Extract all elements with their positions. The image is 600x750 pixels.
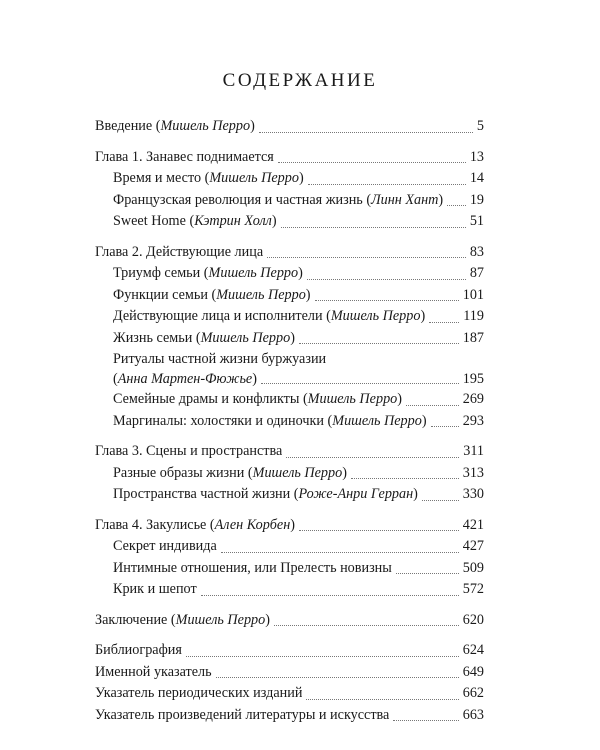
toc-entry-2-4[interactable]: Жизнь семьи (Мишель Перро) 187 [95,328,484,350]
toc-entry-conclusion[interactable]: Заключение (Мишель Перро) 620 [95,610,484,632]
leader-dots [216,677,459,678]
page-number: 13 [469,148,484,165]
toc-entry-3-1[interactable]: Разные образы жизни (Мишель Перро) 313 [95,463,484,485]
page-number: 330 [462,486,484,502]
toc-entry-chapter-2[interactable]: Глава 2. Действующие лица 83 [95,242,484,264]
toc-entry-4-3[interactable]: Крик и шепот 572 [95,579,484,601]
toc-entry-chapter-1[interactable]: Глава 1. Занавес поднимается 13 [95,147,484,169]
toc-entry-intro[interactable]: Введение (Мишель Перро) 5 [95,116,484,138]
page-number: 620 [462,611,484,628]
leader-dots [447,205,466,206]
toc-entry-works-index[interactable]: Указатель произведений литературы и искусства 663 [95,705,484,727]
leader-dots [396,573,459,574]
leader-dots [299,530,459,531]
toc-entry-2-2[interactable]: Функции семьи (Мишель Перро) 101 [95,285,484,307]
page-number: 509 [462,559,484,576]
leader-dots [308,184,466,185]
leader-dots [261,383,459,384]
page-number: 5 [476,118,484,134]
leader-dots [281,227,466,228]
page-number: 83 [469,243,484,260]
leader-dots [299,343,459,344]
page-number: 572 [462,581,484,597]
page-number: 311 [463,443,484,459]
toc-entry-bibliography[interactable]: Библиография 624 [95,640,484,662]
page-number: 101 [462,286,484,303]
page-number: 87 [469,265,484,281]
toc-entry-chapter-4[interactable]: Глава 4. Закулисье (Ален Корбен) 421 [95,515,484,537]
toc-entry-1-2[interactable]: Французская революция и частная жизнь (Линн Хант) 19 [95,190,484,212]
page-number: 14 [469,170,484,186]
toc-entry-2-1[interactable]: Триумф семьи (Мишель Перро) 87 [95,263,484,285]
page-title: СОДЕРЖАНИЕ [222,70,378,91]
page-number: 119 [463,308,484,324]
page-number: 195 [462,371,484,387]
page-number: 663 [462,706,484,723]
leader-dots [422,500,459,501]
toc-entry-2-3[interactable]: Действующие лица и исполнители (Мишель Перро) 119 [95,306,484,328]
toc-entry-2-5[interactable]: Ритуалы частной жизни буржуазии (Анна Мартен-Фюжье) 195 [113,351,484,387]
toc-entry-2-7[interactable]: Маргиналы: холостяки и одиночки (Мишель Перро) 293 [95,411,484,433]
leader-dots [267,257,466,258]
leader-dots [406,405,459,406]
leader-dots [186,656,459,657]
leader-dots [429,322,459,323]
page-number: 421 [462,516,484,533]
leader-dots [286,457,459,458]
page-number: 427 [462,538,484,554]
leader-dots [274,625,459,626]
page-number: 313 [462,464,484,481]
page-number: 662 [462,685,484,701]
table-of-contents [95,116,484,726]
toc-entry-2-6[interactable]: Семейные драмы и конфликты (Мишель Перро) 269 [95,389,484,411]
toc-entry-1-3[interactable]: Sweet Home (Кэтрин Холл) 51 [95,211,484,233]
leader-dots [259,132,473,133]
toc-entry-periodicals-index[interactable]: Указатель периодических изданий 662 [95,683,484,705]
page-number: 187 [462,329,484,346]
page-number: 269 [462,391,484,407]
leader-dots [351,478,459,479]
leader-dots [431,426,459,427]
toc-entry-1-1[interactable]: Время и место (Мишель Перро) 14 [95,168,484,190]
leader-dots [307,279,466,280]
leader-dots [201,595,459,596]
page-number: 624 [462,642,484,658]
leader-dots [221,552,459,553]
toc-entry-3-2[interactable]: Пространства частной жизни (Роже-Анри Герран) 330 [95,484,484,506]
leader-dots [393,720,458,721]
leader-dots [306,699,458,700]
leader-dots [315,300,459,301]
page-number: 649 [462,663,484,680]
toc-entry-4-2[interactable]: Интимные отношения, или Прелесть новизны 509 [95,558,484,580]
page-number: 19 [469,191,484,208]
page-number: 293 [462,412,484,429]
toc-entry-name-index[interactable]: Именной указатель 649 [95,662,484,684]
toc-entry-4-1[interactable]: Секрет индивида 427 [95,536,484,558]
page-number: 51 [469,213,484,229]
toc-entry-chapter-3[interactable]: Глава 3. Сцены и пространства 311 [95,441,484,463]
leader-dots [278,162,466,163]
